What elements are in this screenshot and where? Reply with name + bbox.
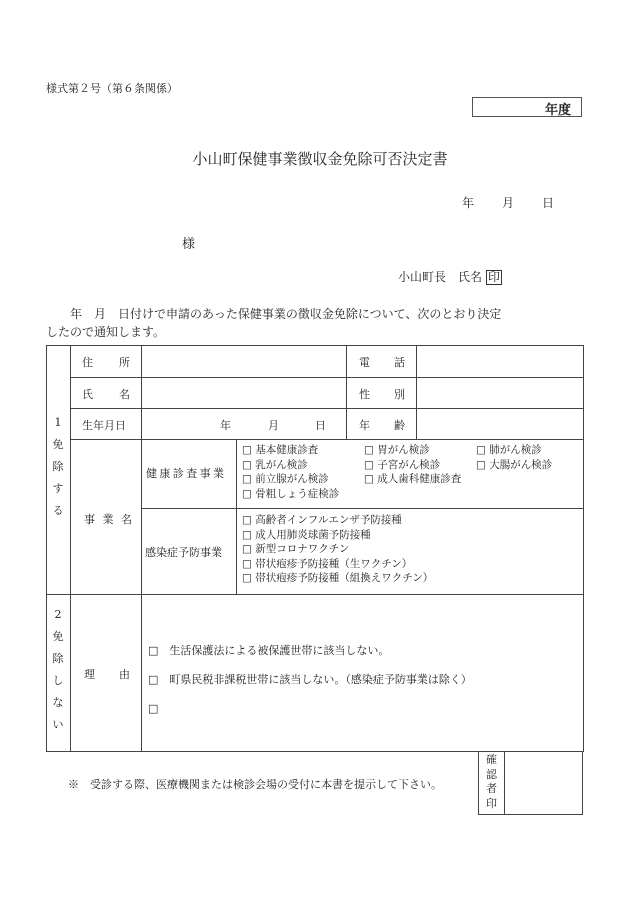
phone-label: [359, 354, 405, 370]
label-char: 年: [359, 419, 370, 432]
health-exam-label: 健康診査事業: [146, 467, 227, 480]
checkbox-option[interactable]: □ 帯状疱疹予防接種（組換えワクチン）: [242, 572, 434, 584]
intro-line-1: 年 月 日付けで申請のあった保健事業の徴収金免除について、次のとおり決定: [46, 307, 502, 321]
label-char: 確: [486, 753, 497, 766]
program-label: 事 業 名: [84, 513, 134, 526]
name-field[interactable]: [142, 378, 346, 408]
section1-number: 1: [54, 416, 62, 429]
section1-label-char: る: [52, 504, 64, 517]
checkbox-option[interactable]: □ 乳がん検診: [242, 458, 308, 471]
section2-label-char: 除: [52, 652, 64, 665]
confirmer-seal-field[interactable]: [505, 751, 583, 814]
label-char: 印: [486, 796, 497, 810]
label-char: 住: [82, 356, 93, 369]
birth-year: 年: [220, 419, 231, 432]
checkbox-option[interactable]: □ 成人歯科健康診査: [364, 473, 462, 485]
birth-day: 日: [315, 419, 326, 432]
label-char: 氏: [82, 388, 93, 401]
reason-label: [84, 666, 130, 682]
health-exam-options: [242, 443, 552, 501]
age-field[interactable]: [417, 409, 583, 439]
checkbox-option[interactable]: □ 帯状疱疹予防接種（生ワクチン）: [242, 557, 413, 570]
checkbox-option[interactable]: □ 生活保護法による被保護世帯に該当しない。: [148, 644, 390, 657]
label-char: 理: [84, 668, 95, 681]
footer-note: ※ 受診する際、医療機関または検診会場の受付に本書を提示して下さい。: [68, 778, 442, 791]
checkbox-option[interactable]: □: [148, 702, 159, 715]
name-label: [82, 386, 130, 402]
document-title: 小山町保健事業徴収金免除可否決定書: [192, 150, 448, 168]
label-char: 者: [486, 782, 497, 795]
date-day: 日: [542, 196, 555, 210]
birthdate-label: 生年月日: [82, 419, 126, 432]
sex-field[interactable]: [417, 378, 583, 408]
checkbox-option[interactable]: □ 骨粗しょう症検診: [242, 487, 340, 500]
reason-options: [148, 636, 472, 723]
checkbox-option[interactable]: □ 基本健康診査: [242, 444, 319, 456]
row-line: [70, 439, 583, 440]
intro-line-2: したので通知します。: [46, 325, 166, 339]
col-line: [70, 345, 71, 752]
section2-label-char: し: [52, 674, 64, 687]
checkbox-option[interactable]: □ 胃がん検診: [364, 444, 430, 456]
address-label: [82, 354, 130, 370]
checkbox-option[interactable]: □ 成人用肺炎球菌予防接種: [242, 528, 371, 541]
col-line: [346, 345, 347, 439]
phone-field[interactable]: [417, 346, 583, 377]
label-char: 話: [394, 356, 405, 369]
row-line: [46, 594, 583, 595]
section1-label-char: 除: [52, 460, 64, 473]
issuer-name: 小山町長 氏名: [398, 270, 483, 284]
date-month: 月: [502, 196, 515, 210]
section2-number: 2: [54, 608, 62, 621]
label-char: 名: [119, 388, 130, 401]
label-char: 認: [486, 767, 497, 781]
table-border-left: [46, 345, 47, 752]
confirmer-label: [483, 753, 500, 811]
confirmer-seal-box: [478, 751, 583, 815]
section2-label-char: 免: [52, 630, 64, 643]
col-line: [236, 439, 237, 594]
birth-month: 月: [268, 419, 279, 432]
checkbox-option[interactable]: □ 肺がん検診: [476, 444, 542, 456]
addressee-suffix: 様: [182, 237, 196, 252]
label-char: 由: [119, 668, 130, 681]
checkbox-option[interactable]: □ 町県民税非課税世帯に該当しない。（感染症予防事業は除く）: [148, 673, 472, 686]
section1-label-char: 免: [52, 438, 64, 451]
form-number: 様式第２号（第６条関係）: [46, 82, 178, 95]
label-char: 所: [119, 356, 130, 369]
checkbox-option[interactable]: □ 大腸がん検診: [476, 458, 553, 471]
infection-prevention-label: 感染症予防事業: [145, 546, 222, 559]
age-label: [359, 417, 405, 433]
section2-label-char: な: [52, 696, 64, 709]
checkbox-option[interactable]: □ 子宮がん検診: [364, 458, 441, 471]
table-border-right: [583, 345, 584, 752]
address-field[interactable]: [142, 346, 346, 377]
checkbox-option[interactable]: □ 高齢者インフルエンザ予防接種: [242, 514, 402, 526]
row-line: [141, 508, 583, 509]
label-char: 性: [359, 388, 370, 401]
checkbox-option[interactable]: □ 前立腺がん検診: [242, 473, 329, 485]
sex-label: [359, 386, 405, 402]
label-char: 電: [359, 356, 370, 369]
checkbox-option[interactable]: □ 新型コロナワクチン: [242, 543, 350, 555]
label-char: 齢: [394, 419, 405, 432]
fiscal-year-label: 年度: [544, 103, 571, 118]
label-char: 別: [394, 388, 405, 401]
seal-mark: 印: [488, 270, 501, 284]
date-year: 年: [462, 196, 475, 210]
section2-label-char: い: [52, 718, 64, 731]
section1-label-char: す: [52, 482, 64, 495]
infection-prevention-options: [242, 513, 433, 586]
